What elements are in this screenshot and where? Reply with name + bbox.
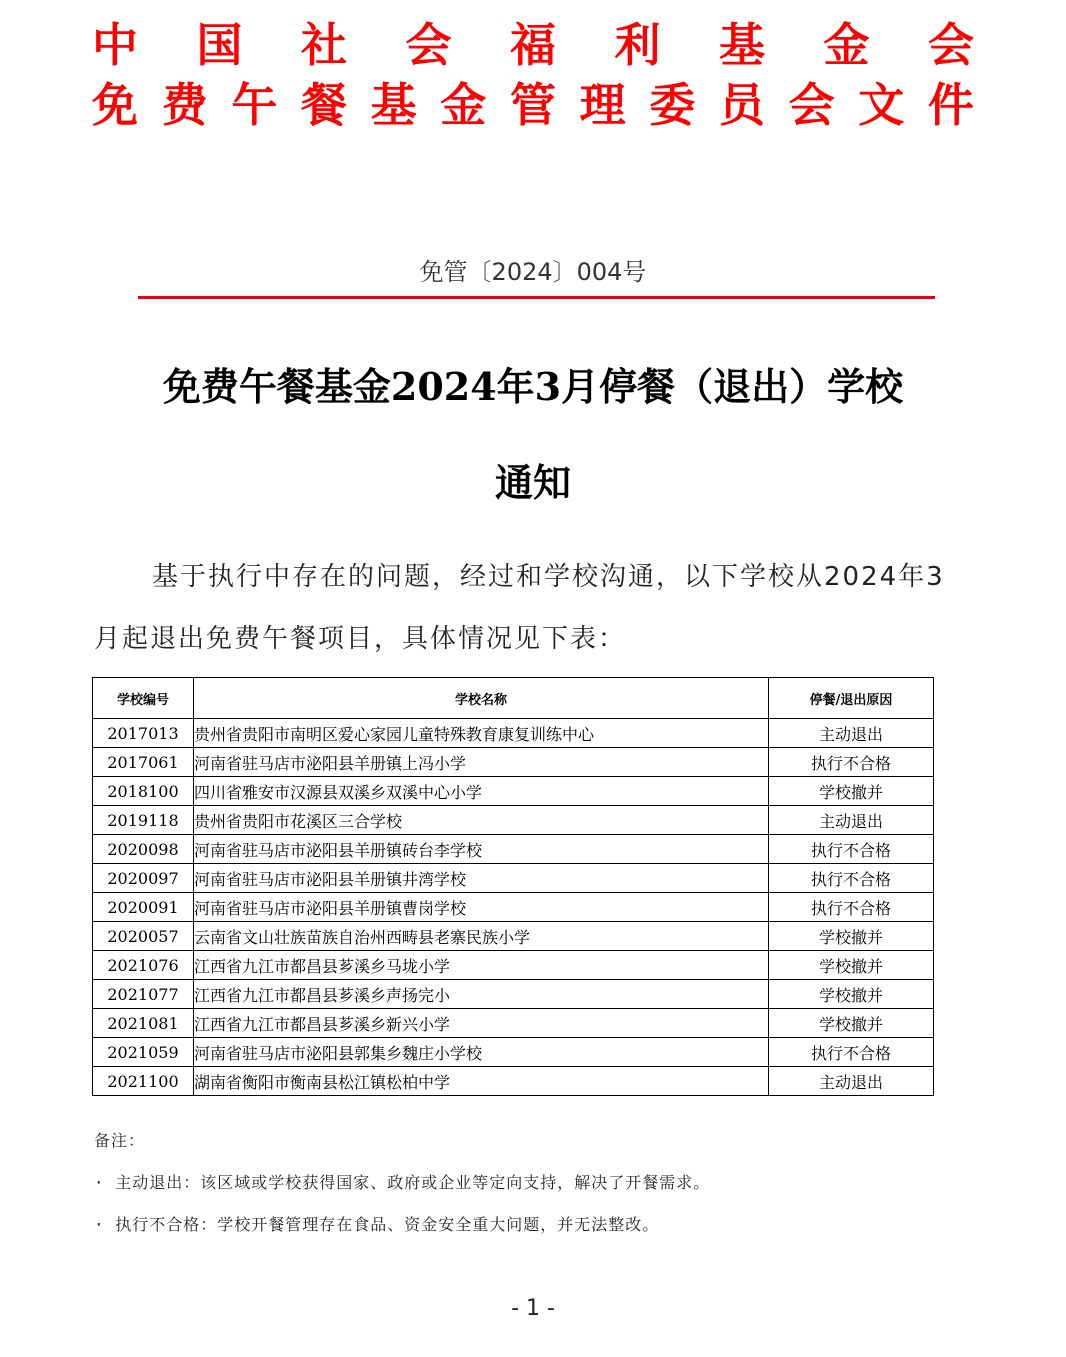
header-char: 午 xyxy=(231,78,278,132)
table-row xyxy=(93,864,934,893)
header-char: 会 xyxy=(928,18,974,72)
exit-reason-cell: 执行不合格 xyxy=(769,748,934,777)
header-char: 免 xyxy=(92,78,138,132)
header-char: 文 xyxy=(858,78,905,132)
school-code-cell: 2021059 xyxy=(93,1038,194,1067)
exit-reason-cell: 学校撤并 xyxy=(769,922,934,951)
exit-reason-cell: 主动退出 xyxy=(769,1067,934,1096)
school-name-cell: 湖南省衡阳市衡南县松江镇松柏中学 xyxy=(194,1067,769,1096)
school-name-cell: 河南省驻马店市泌阳县郭集乡魏庄小学校 xyxy=(194,1038,769,1067)
document-type-header xyxy=(92,80,974,130)
exit-reason-cell: 执行不合格 xyxy=(769,1038,934,1067)
table-row xyxy=(93,893,934,922)
school-name-cell: 江西省九江市都昌县芗溪乡声扬完小 xyxy=(194,980,769,1009)
school-code-cell: 2021100 xyxy=(93,1067,194,1096)
exit-reason-cell: 学校撤并 xyxy=(769,777,934,806)
school-code-cell: 2020098 xyxy=(93,835,194,864)
exit-reason-cell: 学校撤并 xyxy=(769,980,934,1009)
table-row xyxy=(93,748,934,777)
school-code-cell: 2020057 xyxy=(93,922,194,951)
table-row xyxy=(93,1009,934,1038)
org-name-header xyxy=(92,20,974,70)
page-number: - 1 - xyxy=(511,1296,555,1321)
school-code-cell: 2020091 xyxy=(93,893,194,922)
exit-reason-cell: 学校撤并 xyxy=(769,951,934,980)
school-code-cell: 2020097 xyxy=(93,864,194,893)
school-code-cell: 2021076 xyxy=(93,951,194,980)
header-char: 理 xyxy=(579,78,626,132)
table-header-row xyxy=(93,678,934,719)
notice-title: 免费午餐基金2024年3月停餐（退出）学校 xyxy=(162,364,904,409)
school-code-cell: 2017013 xyxy=(93,719,194,748)
school-name-cell: 江西省九江市都昌县芗溪乡马垅小学 xyxy=(194,951,769,980)
intro-paragraph-line-1: 基于执行中存在的问题，经过和学校沟通，以下学校从2024年3 xyxy=(152,562,945,592)
school-name-cell: 河南省驻马店市泌阳县羊册镇井湾学校 xyxy=(194,864,769,893)
exit-reason-cell: 执行不合格 xyxy=(769,835,934,864)
school-name-cell: 贵州省贵阳市南明区爱心家园儿童特殊教育康复训练中心 xyxy=(194,719,769,748)
header-school-name: 学校名称 xyxy=(194,678,769,719)
exit-reason-cell: 执行不合格 xyxy=(769,893,934,922)
school-name-cell: 河南省驻马店市泌阳县羊册镇上冯小学 xyxy=(194,748,769,777)
header-char: 金 xyxy=(823,18,870,72)
intro-paragraph-line-2: 月起退出免费午餐项目，具体情况见下表： xyxy=(94,624,627,654)
header-char: 基 xyxy=(370,78,417,132)
school-code-cell: 2019118 xyxy=(93,806,194,835)
header-char: 金 xyxy=(440,78,487,132)
header-char: 社 xyxy=(301,18,347,72)
notice-title-suffix: 通知 xyxy=(494,460,571,505)
table-row xyxy=(93,1038,934,1067)
header-char: 国 xyxy=(196,18,243,72)
table-row xyxy=(93,719,934,748)
table-row xyxy=(93,806,934,835)
header-school-code: 学校编号 xyxy=(93,678,194,719)
header-char: 中 xyxy=(92,18,138,72)
header-char: 费 xyxy=(161,78,208,132)
table-row xyxy=(93,980,934,1009)
table-row xyxy=(93,951,934,980)
exit-reason-cell: 执行不合格 xyxy=(769,864,934,893)
table-row xyxy=(93,835,934,864)
exit-reason-cell: 学校撤并 xyxy=(769,1009,934,1038)
school-name-cell: 四川省雅安市汉源县双溪乡双溪中心小学 xyxy=(194,777,769,806)
red-divider xyxy=(138,296,935,299)
notes-title: 备注： xyxy=(94,1131,146,1150)
header-char: 基 xyxy=(719,18,765,72)
header-char: 员 xyxy=(718,78,765,132)
header-char: 件 xyxy=(927,78,974,132)
header-char: 会 xyxy=(788,78,835,132)
header-char: 餐 xyxy=(300,78,347,132)
note-noncompliance: · 执行不合格：学校开餐管理存在食品、资金安全重大问题，并无法整改。 xyxy=(94,1215,660,1234)
school-name-cell: 贵州省贵阳市花溪区三合学校 xyxy=(194,806,769,835)
exit-reason-cell: 主动退出 xyxy=(769,719,934,748)
header-char: 管 xyxy=(509,78,556,132)
table-row xyxy=(93,1067,934,1096)
school-name-cell: 江西省九江市都昌县芗溪乡新兴小学 xyxy=(194,1009,769,1038)
school-code-cell: 2021081 xyxy=(93,1009,194,1038)
header-exit-reason: 停餐/退出原因 xyxy=(769,678,934,719)
school-code-cell: 2021077 xyxy=(93,980,194,1009)
school-code-cell: 2017061 xyxy=(93,748,194,777)
note-voluntary-exit: · 主动退出：该区域或学校获得国家、政府或企业等定向支持，解决了开餐需求。 xyxy=(94,1173,711,1192)
document-number: 免管〔2024〕004号 xyxy=(419,258,647,286)
school-name-cell: 云南省文山壮族苗族自治州西畴县老寨民族小学 xyxy=(194,922,769,951)
table-row xyxy=(93,922,934,951)
schools-table xyxy=(92,677,934,1096)
table-row xyxy=(93,777,934,806)
header-char: 福 xyxy=(510,18,556,72)
school-name-cell: 河南省驻马店市泌阳县羊册镇砖台李学校 xyxy=(194,835,769,864)
school-code-cell: 2018100 xyxy=(93,777,194,806)
school-name-cell: 河南省驻马店市泌阳县羊册镇曹岗学校 xyxy=(194,893,769,922)
exit-reason-cell: 主动退出 xyxy=(769,806,934,835)
header-char: 委 xyxy=(649,78,696,132)
header-char: 会 xyxy=(405,18,452,72)
header-char: 利 xyxy=(614,18,661,72)
